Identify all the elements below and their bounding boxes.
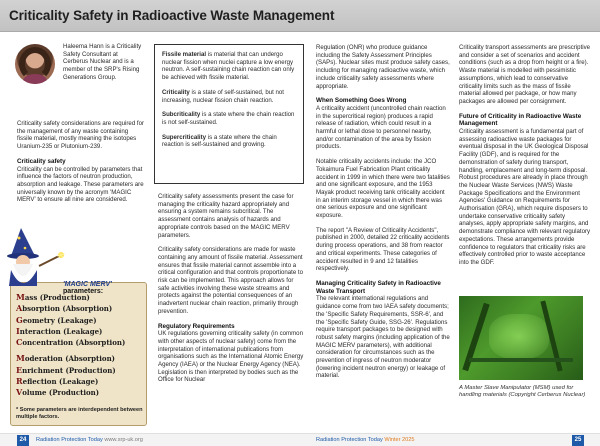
column-4 (459, 44, 591, 274)
merv-item: Enrichment (Production) (16, 364, 116, 375)
col4-paragraph-1: Criticality transport assessments are prescriptive and consider a set of scenarios and accident conditions (such as a drop from height or a fire). Waste material is modelled with pessimistic assumptions, which lead to conservative criticality limits such as the mass of fissile material allowed per package, or how many packages are allowed per consignment. (459, 44, 591, 105)
criticality-safety-paragraph: Criticality can be controlled by parameters that influence the factors of neutron production, absorption and leakage. These parameters are universally known by the acronym 'MAGIC MERV' to ensure all nine are considered. (17, 165, 144, 204)
column-3 (316, 44, 450, 387)
merv-footnote: * Some parameters are interdependent between multiple factors. (16, 407, 143, 420)
heading-future-of-criticality: Future of Criticality in Radioactive Waste Management (459, 112, 582, 128)
author-photo (15, 44, 55, 84)
merv-item: Volume (Production) (16, 387, 100, 398)
heading-regulatory-requirements: Regulatory Requirements (158, 322, 235, 330)
merv-item: Interaction (Leakage) (16, 325, 103, 336)
merv-item: Reflection (Leakage) (16, 376, 99, 387)
photo-caption: A Master Slave Manipulator (MSM) used for handling materials (Copyright Cerberus Nuclear) (459, 385, 586, 399)
footer-left-text: Radiation Protection Today www.srp-uk.org (36, 437, 143, 443)
col4-paragraph-2: Criticality assessment is a fundamental part of assessing radioactive waste packages for eventual disposal in the UK Geological Disposal Facility (GDF), and is required for the demonstration of safety during transport, handling, emplacement and long-term disposal. Robust procedures are already in place through the Nuclear Waste Services (NWS) Waste Package Specifications and the Environment Agencies' Guidance on Requirements for Authorisation (GRA), which require disposers to undertake conservative criticality safety analyses, apply appropriate safety margins, and demonstrate compliance with relevant regulatory expectations. These arrangements provide confidence to regulators that criticality risks are effectively controlled prior to waste acceptance into the GDF. (459, 128, 591, 266)
magic-merv-panel (7, 226, 147, 429)
col3-paragraph-2: A criticality accident (uncontrolled chain reaction in the supercritical region) produces a rapid release of radiation, which could result in a harmful or lethal dose to personnel nearby, and/or contamination of the area by fission products. (316, 104, 446, 151)
merv-item: Mass (Production) (16, 292, 90, 302)
heading-managing-criticality-transport: Managing Criticality Safety in Radioactive Waste Transport (316, 279, 441, 295)
merv-parameter-list (16, 292, 146, 399)
article-title: Criticality Safety in Radioactive Waste Management (9, 8, 335, 23)
heading-criticality-safety: Criticality safety (17, 157, 66, 165)
column-2 (158, 193, 304, 391)
footer-url[interactable]: www.srp-uk.org (104, 437, 143, 443)
footer-issue: Winter 2025 (384, 437, 415, 443)
footer-left (0, 433, 300, 446)
col2-paragraph-1: Criticality safety assessments present the case for managing the criticality hazard appropriately and ensuring a system remains subcritical. The assessment contains analysis of hazards and appropriate controls based on the MAGIC MERV parameters. (158, 193, 294, 239)
column-1 (17, 120, 145, 211)
footer-right (300, 433, 600, 446)
intro-paragraph: Criticality safety considerations are required for the management of any waste containing fissile material, mostly meaning the isotopes Uranium-235 or Plutonium-239. (17, 120, 145, 151)
def-fissile: Fissile material is material that can undergo nuclear fission when nuclei capture a low energy neutron. A self-sustaining chain reaction can only be achieved with fissile material. (162, 51, 295, 82)
col3-paragraph-1: Regulation (ONR) who produce guidance including the Safety Assessment Principles (SAPs). Nuclear sites must produce safety cases, including for managing radioactive waste, which include criticality safety assessments where appropriate. (316, 44, 450, 90)
def-subcriticality: Subcriticality is a state where the chain reaction is not self-sustained. (162, 111, 295, 126)
def-supercriticality: Supercriticality is a state where the chain reaction is self-sustained and growing. (162, 133, 277, 149)
col3-paragraph-5: The relevant international regulations and guidance come from two IAEA safety documents; the 'Specific Safety Requirements, SSR-6', and the 'Specific Safety Guide, SSG-26'. Regulations require transport packages to be designed with robust safety margins (including application of the MAGIC MERV parameters), with additional consideration for circumstances such as the prevention of ingress of neutron moderator (lowering incident neutron energy) or leakage of material. (316, 295, 450, 380)
definitions-box (154, 44, 304, 184)
col2-paragraph-3: UK regulations governing criticality safety (in common with other aspects of nuclear safety) come from the interpretation of international publications from organisations such as the International Atomic Energy Agency (IAEA) or the Nuclear Energy Agency (NEA). Legislation is then interpreted by bodies such as the Office for Nuclear (158, 330, 304, 384)
merv-item: Geometry (Leakage) (16, 314, 97, 325)
heading-when-something-goes-wrong: When Something Goes Wrong (316, 97, 407, 105)
footer-right-text: Radiation Protection Today Winter 2025 (316, 437, 415, 443)
merv-heading: 'MAGIC MERV' parameters: (63, 281, 112, 295)
page-header (0, 0, 600, 32)
author-shirt (23, 74, 47, 84)
merv-item: Concentration (Absorption) (16, 337, 126, 348)
def-criticality: Criticality is a state of self-sustained, but not increasing, nuclear fission chain reaction. (162, 88, 284, 104)
manipulator-photo (459, 296, 583, 380)
photo-glow (489, 314, 549, 359)
col3-paragraph-3: Notable criticality accidents include: the JCO Tokaimura Fuel Fabrication Plant criticality accident in 1999 in which there were two fatalities and one significant exposure, and the 1953 Mayak product receiving tank criticality accident in an interim storage vessel in which there was one serious exposure and one significant exposure. (316, 158, 450, 220)
page-number-right: 25 (572, 435, 584, 446)
author-bio: Haleema Hann is a Criticality Safety Consultant at Cerberus Nuclear and is a member of the SRP's Rising Generations Group. (63, 43, 142, 81)
merv-item: Absorption (Absorption) (16, 303, 113, 314)
manipulator-bench (469, 358, 573, 362)
col2-paragraph-2: Criticality safety considerations are made for waste containing any amount of fissile material. Assessment ensures that fissile material cannot assemble into a critical configuration and that controls proportionate to risk can be implemented. This approach allows for safe activities involving these waste streams and protects against the potential consequences of an inadvertent nuclear chain reaction, primarily through prevention. (158, 246, 303, 315)
page-number-left: 24 (17, 435, 29, 446)
col3-paragraph-4: The report "A Review of Criticality Accidents", published in 2000, detailed 22 criticality accidents during process operations, and 38 from reactor and critical experiments. These categories of accident resulted in 9 and 12 fatalities respectively. (316, 226, 450, 273)
wizard-icon (7, 226, 72, 286)
merv-item: Moderation (Absorption) (16, 353, 115, 364)
